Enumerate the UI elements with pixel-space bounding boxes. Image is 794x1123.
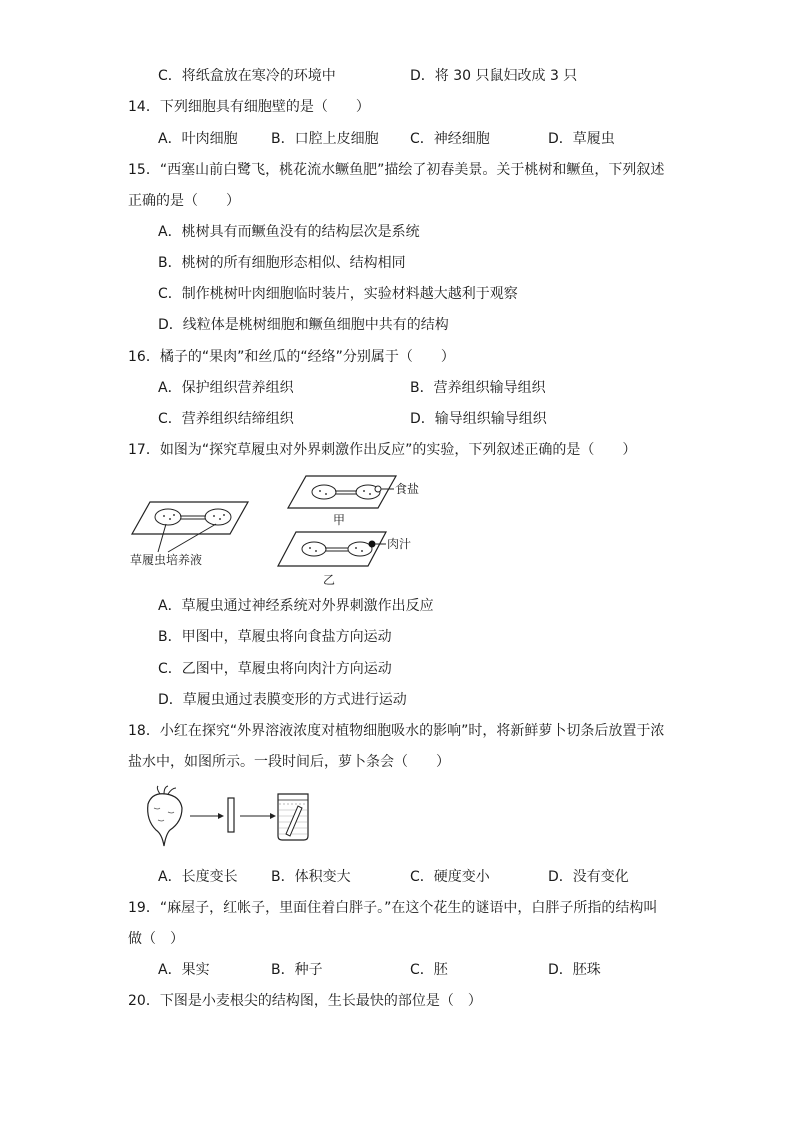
q19-stem-line2: 做（ ） xyxy=(128,931,184,947)
q18-option-a: A．长度变长 xyxy=(158,869,238,885)
q17-paramecium-figure xyxy=(128,472,448,592)
q18-option-b: B．体积变大 xyxy=(271,869,351,885)
culture-pointer-1 xyxy=(158,524,166,552)
q16-option-a: A．保护组织营养组织 xyxy=(158,380,294,396)
q19-option-d: D．胚珠 xyxy=(548,962,601,978)
q13-option-d: D．将 30 只鼠妇改成 3 只 xyxy=(410,68,578,84)
q18-option-d: D．没有变化 xyxy=(548,869,629,885)
salt-dot xyxy=(375,486,381,492)
salt-label: 食盐 xyxy=(395,482,420,496)
q14-option-c: C．神经细胞 xyxy=(410,131,490,147)
beaker-icon xyxy=(278,794,308,840)
q16-stem: 16．橘子的“果肉”和丝瓜的“经络”分别属于（ ） xyxy=(128,349,455,365)
slide-yi xyxy=(278,532,386,566)
q14-option-b: B．口腔上皮细胞 xyxy=(271,131,379,147)
q16-option-d: D．输导组织输导组织 xyxy=(410,411,547,427)
q15-stem-line2: 正确的是（ ） xyxy=(128,193,240,209)
q18-stem-line2: 盐水中，如图所示。一段时间后，萝卜条会（ ） xyxy=(128,754,450,770)
jia-label: 甲 xyxy=(333,513,346,527)
q15-stem-line1: 15．“西塞山前白鹭飞，桃花流水鳜鱼肥”描绘了初春美景。关于桃树和鳜鱼，下列叙述 xyxy=(128,162,665,178)
q16-option-b: B．营养组织输导组织 xyxy=(410,380,546,396)
q19-option-a: A．果实 xyxy=(158,962,210,978)
juice-dot xyxy=(369,541,376,548)
juice-label: 肉汁 xyxy=(387,537,412,551)
q16-option-c: C．营养组织结缔组织 xyxy=(158,411,294,427)
q18-stem-line1: 18．小红在探究“外界溶液浓度对植物细胞吸水的影响”时，将新鲜萝卜切条后放置于浓 xyxy=(128,723,665,739)
q17-option-d: D．草履虫通过表膜变形的方式进行运动 xyxy=(158,692,407,708)
left-drop-1 xyxy=(155,509,181,525)
q17-stem: 17．如图为“探究草履虫对外界刺激作出反应”的实验，下列叙述正确的是（ ） xyxy=(128,442,637,458)
q14-option-a: A．叶肉细胞 xyxy=(158,131,238,147)
culture-label: 草履虫培养液 xyxy=(130,553,203,567)
q13-option-c: C．将纸盒放在寒冷的环境中 xyxy=(158,68,336,84)
q15-option-a: A．桃树具有而鳜鱼没有的结构层次是系统 xyxy=(158,224,420,240)
q19-stem-line1: 19．“麻屋子，红帐子，里面住着白胖子。”在这个花生的谜语中，白胖子所指的结构叫 xyxy=(128,900,658,916)
radish-icon xyxy=(148,786,182,846)
radish-strip xyxy=(228,798,234,832)
yi-label: 乙 xyxy=(323,573,336,587)
q20-stem: 20．下图是小麦根尖的结构图，生长最快的部位是（ ） xyxy=(128,993,482,1009)
q19-option-c: C．胚 xyxy=(410,962,448,978)
q18-radish-figure xyxy=(138,786,338,852)
left-drop-2 xyxy=(205,509,231,525)
q19-option-b: B．种子 xyxy=(271,962,323,978)
q15-option-c: C．制作桃树叶肉细胞临时装片，实验材料越大越利于观察 xyxy=(158,286,518,302)
q17-option-a: A．草履虫通过神经系统对外界刺激作出反应 xyxy=(158,598,434,614)
q17-option-b: B．甲图中，草履虫将向食盐方向运动 xyxy=(158,629,392,645)
q14-stem: 14．下列细胞具有细胞壁的是（ ） xyxy=(128,99,370,115)
q18-option-c: C．硬度变小 xyxy=(410,869,490,885)
q17-option-c: C．乙图中，草履虫将向肉汁方向运动 xyxy=(158,661,392,677)
culture-pointer-2 xyxy=(168,524,216,552)
q15-option-d: D．线粒体是桃树细胞和鳜鱼细胞中共有的结构 xyxy=(158,317,449,333)
strip-in-beaker xyxy=(286,806,302,836)
q15-option-b: B．桃树的所有细胞形态相似、结构相同 xyxy=(158,255,406,271)
q14-option-d: D．草履虫 xyxy=(548,131,615,147)
